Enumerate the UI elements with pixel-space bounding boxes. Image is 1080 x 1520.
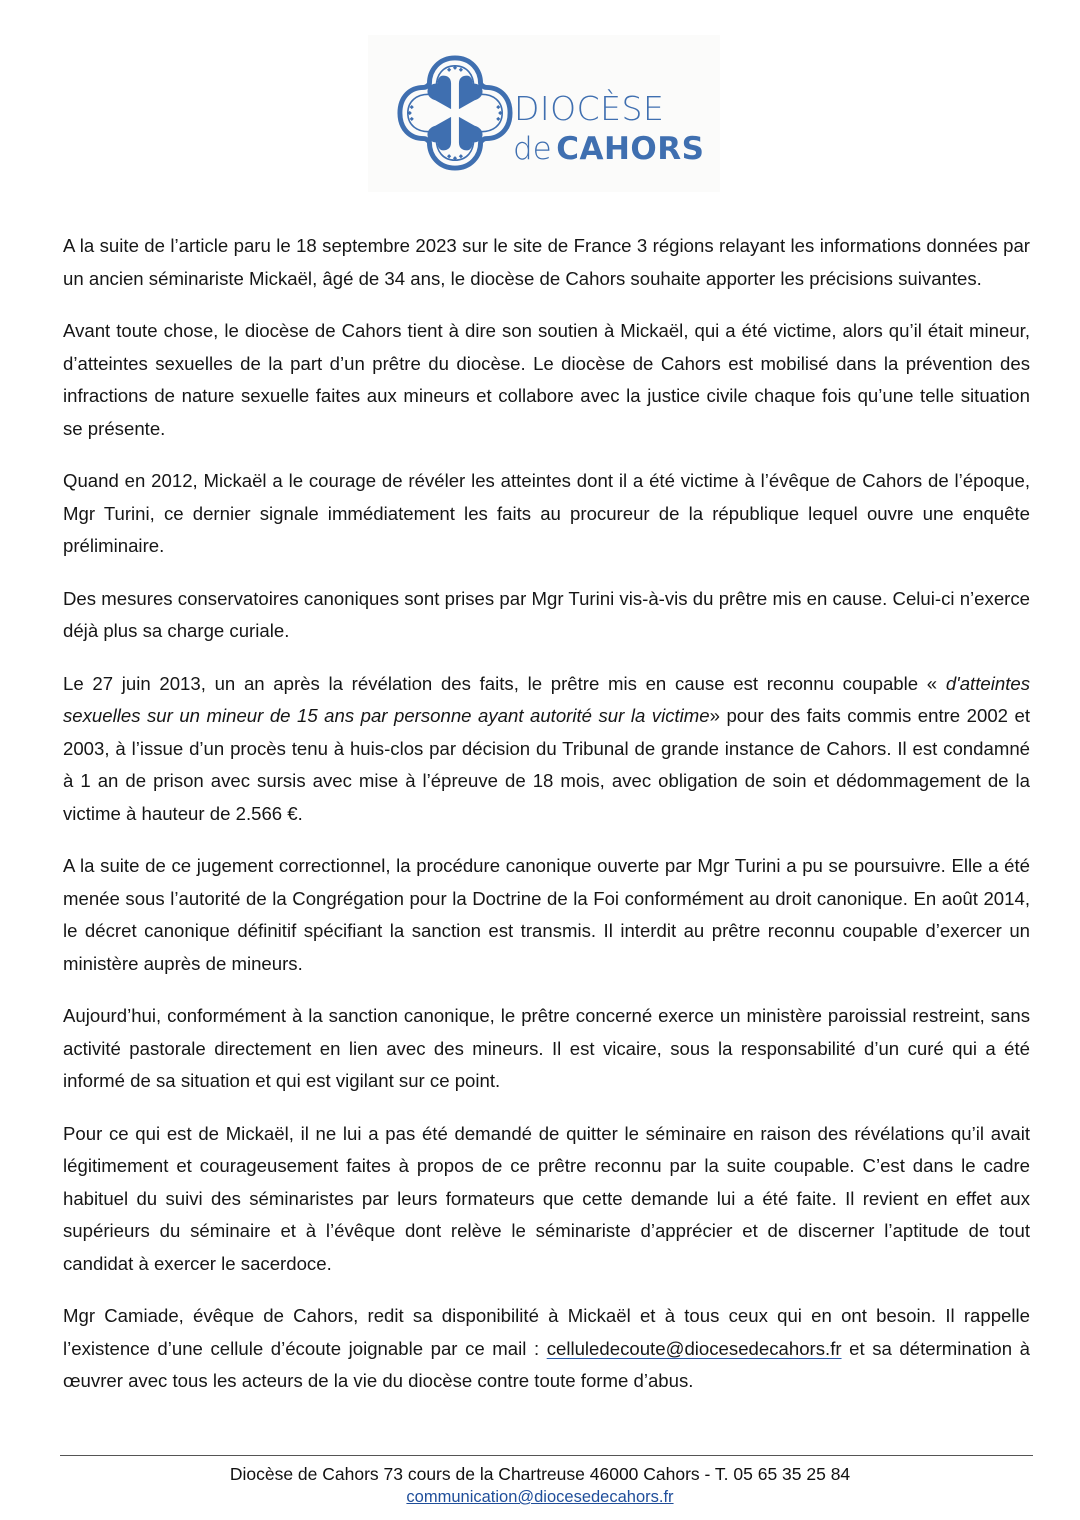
verdict-text-before: Le 27 juin 2013, un an après la révélation des faits, le prêtre mis en cause est reconnu coupable « bbox=[63, 672, 946, 694]
paragraph-current-ministry: Aujourd’hui, conformément à la sanction canonique, le prêtre concerné exerce un ministère paroissial restreint, sans activité pastorale directement en lien avec des mineurs. Il est vicaire, sous la responsabilité d’un curé qui a été informé de sa situation et qui est vigilant sur ce point. bbox=[63, 1005, 1030, 1091]
quatrefoil-cross-icon bbox=[396, 54, 514, 172]
paragraph-intro: A la suite de l’article paru le 18 septembre 2023 sur le site de France 3 régions relayant les informations données par un ancien séminariste Mickaël, âgé de 34 ans, le diocèse de Cahors souhaite apporter les précisions suivantes. bbox=[63, 235, 1030, 289]
paragraph-closing bbox=[63, 1300, 1030, 1398]
listening-cell-email-link[interactable]: celluledecoute@diocesedecahors.fr bbox=[546, 1337, 842, 1359]
footer bbox=[0, 1462, 1080, 1508]
paragraph-verdict bbox=[63, 668, 1030, 831]
verdict-text-after: » pour des faits commis entre 2002 et 2003, à l’issue d’un procès tenu à huis-clos par décision du Tribunal de grande instance de Cahors. Il est condamné à 1 an de prison avec sursis avec mise à l’épreuve de 18 mois, avec obligation de soin et dédommagement de la victime à hauteur de 2.566 €. bbox=[63, 705, 1030, 824]
paragraph-conservatory-measures: Des mesures conservatoires canoniques sont prises par Mgr Turini vis-à-vis du prêtre mis en cause. Celui-ci n’exerce déjà plus sa charge curiale. bbox=[63, 587, 1030, 641]
logo-cahors: CAHORS bbox=[556, 131, 705, 167]
paragraph-seminary: Pour ce qui est de Mickaël, il ne lui a pas été demandé de quitter le séminaire en raison des révélations qu’il avait légitimement et courageusement faites à propos de ce prêtre reconnu par la suite coupable. C’est dans le cadre habituel du suivi des séminaristes par leurs formateurs que cette demande lui a été faite. Il revient en effet aux supérieurs du séminaire et à l’évêque dont relève le séminariste d’apprécier et de discerner l’aptitude de tout candidat à exercer le sacerdoce. bbox=[63, 1122, 1030, 1274]
paragraph-support: Avant toute chose, le diocèse de Cahors tient à dire son soutien à Mickaël, qui a été victime, alors qu’il était mineur, d’atteintes sexuelles de la part d’un prêtre du diocèse. Le diocèse de Cahors est mobilisé dans la prévention des infractions de nature sexuelle faites aux mineurs et collabore avec la justice civile chaque fois qu’une telle situation se présente. bbox=[63, 320, 1030, 439]
logo-title-diocese: DIOCÈSE bbox=[514, 89, 665, 128]
logo-title-cahors bbox=[513, 131, 705, 167]
footer-address: Diocèse de Cahors 73 cours de la Chartreuse 46000 Cahors - T. 05 65 35 25 84 bbox=[229, 1464, 851, 1484]
footer-email-link[interactable]: communication@diocesedecahors.fr bbox=[406, 1488, 674, 1506]
press-release-body bbox=[63, 230, 1030, 1418]
logo-de: de bbox=[513, 131, 552, 167]
footer-divider bbox=[60, 1455, 1033, 1456]
closing-text-before: Mgr Camiade, évêque de Cahors, redit sa disponibilité à Mickaël et à tous ceux qui en ont besoin. Il rappelle l’existence d’une cellule d’écoute joignable par ce mail : bbox=[63, 1305, 1030, 1359]
closing-text-after: et sa détermination à œuvrer avec tous les acteurs de la vie du diocèse contre toute forme d’abus. bbox=[63, 1337, 1030, 1391]
paragraph-canonical-procedure: A la suite de ce jugement correctionnel, la procédure canonique ouverte par Mgr Turini a pu se poursuivre. Elle a été menée sous l’autorité de la Congrégation pour la Doctrine de la Foi conformément au droit canonique. En août 2014, le décret canonique définitif spécifiant la sanction est transmis. Il interdit au prêtre reconnu coupable d’exercer un ministère auprès de mineurs. bbox=[63, 855, 1030, 974]
diocese-logo bbox=[368, 35, 720, 192]
verdict-quote: d'atteintes sexuelles sur un mineur de 15 ans par personne ayant autorité sur la victime bbox=[63, 672, 1030, 726]
paragraph-2012-report: Quand en 2012, Mickaël a le courage de révéler les atteintes dont il a été victime à l’évêque de Cahors de l’époque, Mgr Turini, ce dernier signale immédiatement les faits au procureur de la république lequel ouvre une enquête préliminaire. bbox=[63, 470, 1030, 556]
